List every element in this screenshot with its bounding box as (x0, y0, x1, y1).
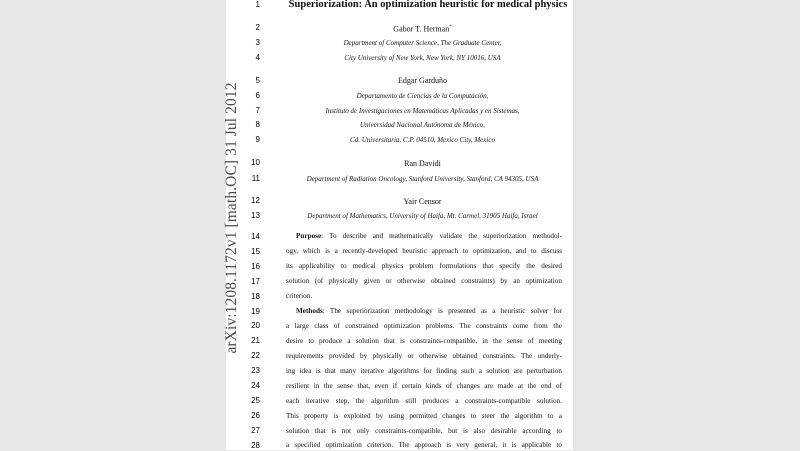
affiliation-line: Instituto de Investigaciones en Matemáticas Aplicadas y en Sistemas, (325, 107, 520, 115)
purpose-line: criterion. (286, 292, 313, 300)
line-number: 2 (255, 23, 260, 32)
purpose-line: ogy, which is a recently-developed heuristic approach to optimization, and to discuss (286, 247, 562, 255)
methods-line: ing idea is that many iterative algorithms for finding such a solution are perturbation (286, 367, 562, 375)
affiliation-line: Department of Mathematics, University of Haifa, Mt. Carmel, 31905 Haifa, Israel (307, 212, 538, 220)
line-number: 13 (251, 211, 260, 220)
purpose-line: its applicability to medical physics problem formulations that specify the desired (286, 262, 562, 270)
line-number: 21 (251, 336, 260, 345)
arxiv-stamp: arXiv:1208.1172v1 [math.OC] 31 Jul 2012 (223, 82, 240, 354)
purpose-label: Purpose (296, 232, 322, 240)
line-number: 9 (255, 135, 260, 144)
purpose-line: solution (of physically given or otherwise obtained constraints) by an optimization (286, 277, 562, 285)
affiliation-line: Department of Radiation Oncology, Stanford University, Stanford, CA 94305, USA (306, 175, 539, 183)
methods-line: resilient in the sense that, even if certain kinds of changes are made at the end of (286, 382, 562, 390)
line-number: 1 (255, 0, 260, 9)
line-number: 24 (251, 381, 260, 390)
line-number: 3 (255, 38, 260, 47)
line-number: 19 (251, 307, 260, 316)
line-number: 22 (251, 351, 260, 360)
line-number: 6 (255, 91, 260, 100)
methods-line: solution that is not only constraints-compatible, but is also desirable according to (286, 427, 562, 435)
methods-line: requirements provided by physically or otherwise obtained constraints. The underly- (286, 352, 562, 360)
author-censor: Yair Censor (403, 197, 442, 206)
author-davidi: Ran Davidi (404, 159, 441, 168)
line-number: 14 (251, 232, 260, 241)
line-number: 25 (251, 396, 260, 405)
purpose-text: : To describe and mathematically validate the superiorization methodol- (321, 232, 562, 240)
methods-line: a large class of constrained optimization problems. The constraints come from the (286, 322, 562, 330)
methods-text: : The superiorization methodology is presented as a heuristic solver for (322, 307, 562, 315)
author-herman (290, 22, 555, 35)
paper-title: Superiorization: An optimization heuristic for medical physics (288, 0, 568, 10)
line-number: 11 (251, 174, 260, 183)
methods-line: each iterative step, the algorithm still produces a constraints-compatible solution. (286, 397, 562, 405)
methods-line (296, 306, 562, 317)
affiliation-line: Cd. Universitaria, C.P. 04510, Mexico City, Mexico (350, 136, 495, 144)
line-number: 4 (255, 53, 260, 62)
author-garduno: Edgar Garduño (397, 76, 448, 85)
affiliation-line: Departamento de Ciencias de la Computación, (356, 92, 489, 100)
line-number: 5 (255, 76, 260, 85)
line-number: 10 (251, 158, 260, 167)
methods-line: This property is exploited by using permitted changes to steer the algorithm to a (286, 412, 562, 420)
author-mark: * (449, 25, 452, 30)
author-name: Gabor T. Herman (393, 24, 450, 34)
affiliation-line: City University of New York, New York, NY 10016, USA (344, 54, 501, 62)
line-number: 7 (255, 106, 260, 115)
line-number: 8 (255, 120, 260, 129)
line-number: 17 (251, 277, 260, 286)
line-number: 23 (251, 366, 260, 375)
line-number: 15 (251, 247, 260, 256)
methods-line: a specified optimization criterion. The approach is very general, it is applicable to (286, 441, 562, 449)
affiliation-line: Department of Computer Science, The Graduate Center, (343, 39, 502, 47)
methods-line: desire to produce a solution that is constraints-compatible, in the sense of meeting (286, 337, 562, 345)
methods-label: Methods (296, 307, 323, 315)
line-number: 28 (251, 441, 260, 450)
line-number: 20 (251, 321, 260, 330)
line-number: 18 (251, 292, 260, 301)
arxiv-stamp-container (0, 0, 240, 354)
line-number: 27 (251, 426, 260, 435)
affiliation-line: Universidad Nacional Autónoma de México, (360, 121, 485, 129)
line-number: 26 (251, 411, 260, 420)
line-number: 16 (251, 262, 260, 271)
line-number: 12 (251, 196, 260, 205)
purpose-line (296, 231, 562, 242)
